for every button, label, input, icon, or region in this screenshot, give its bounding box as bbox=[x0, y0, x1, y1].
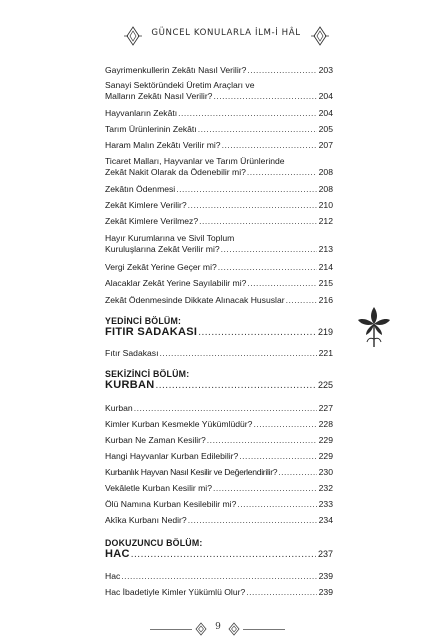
page-footer bbox=[0, 620, 435, 636]
toc-entry[interactable]: Gayrimenkullerin Zekâtı Nasıl Verilir? ..... 203 bbox=[105, 65, 333, 76]
page-number: 9 bbox=[215, 622, 221, 632]
toc-entry[interactable]: Ticaret Malları, Hayvanlar ve Tarım Ürünlerinde Zekât Nakit Olarak da Ödenebilir mi? ..... 208 bbox=[105, 156, 333, 178]
toc-entry[interactable]: Zekât Ödenmesinde Dikkate Alınacak Hususlar ..... 216 bbox=[105, 295, 333, 306]
toc-entry[interactable]: Fıtır Sadakası ..... 221 bbox=[105, 348, 333, 359]
toc-entry[interactable]: Vekâletle Kurban Kesilir mi? ..... 232 bbox=[105, 483, 333, 494]
toc-entry[interactable]: Hangi Hayvanlar Kurban Edilebilir? ..... 229 bbox=[105, 451, 333, 462]
diamond-ornament-icon bbox=[311, 26, 329, 46]
section-label: SEKİZİNCİ BÖLÜM: bbox=[105, 369, 190, 379]
section-label: YEDİNCİ BÖLÜM: bbox=[105, 316, 182, 326]
toc-entry[interactable]: Kurbanlık Hayvan Nasıl Kesilir ve Değerlendirilir? ..... 230 bbox=[105, 467, 333, 478]
toc-entry[interactable]: Zekâtın Ödenmesi ..... 208 bbox=[105, 184, 333, 195]
toc-entry[interactable]: Hac İbadetiyle Kimler Yükümlü Olur? ..... 239 bbox=[105, 587, 333, 598]
toc-entry[interactable]: Zekât Kimlere Verilmez? ..... 212 bbox=[105, 216, 333, 227]
flower-ornament-icon bbox=[357, 305, 391, 349]
toc-entry[interactable]: Hac ..... 239 bbox=[105, 571, 333, 582]
section-heading-entry[interactable]: KURBAN ..... 225 bbox=[105, 380, 333, 391]
toc-entry[interactable]: Akîka Kurbanı Nedir? ..... 234 bbox=[105, 515, 333, 526]
diamond-ornament-icon bbox=[124, 26, 142, 46]
toc-entry[interactable]: Sanayi Sektöründeki Üretim Araçları ve Malların Zekâtı Nasıl Verilir? ..... 204 bbox=[105, 80, 333, 102]
toc-entry[interactable]: Kurban Ne Zaman Kesilir? ..... 229 bbox=[105, 435, 333, 446]
footer-rule bbox=[243, 629, 285, 630]
toc-entry[interactable]: Haram Malın Zekâtı Verilir mi? ..... 207 bbox=[105, 140, 333, 151]
toc-entry[interactable]: Alacaklar Zekât Yerine Sayılabilir mi? ..... 215 bbox=[105, 278, 333, 289]
diamond-ornament-icon bbox=[227, 622, 241, 636]
diamond-ornament-icon bbox=[194, 622, 208, 636]
header-title: GÜNCEL KONULARLA İLM-İ HÂL bbox=[151, 28, 301, 38]
toc-entry[interactable]: Hayvanların Zekâtı ..... 204 bbox=[105, 108, 333, 119]
section-heading-entry[interactable]: HAC ..... 237 bbox=[105, 549, 333, 560]
toc-entry[interactable]: Hayır Kurumlarına ve Sivil Toplum Kuruluşlarına Zekât Verilir mi? ..... 213 bbox=[105, 233, 333, 255]
toc-entry[interactable]: Kurban ..... 227 bbox=[105, 403, 333, 414]
toc-entry[interactable]: Tarım Ürünlerinin Zekâtı ..... 205 bbox=[105, 124, 333, 135]
footer-rule bbox=[150, 629, 192, 630]
toc-entry[interactable]: Zekât Kimlere Verilir? ..... 210 bbox=[105, 200, 333, 211]
toc-entry[interactable]: Vergi Zekât Yerine Geçer mi? ..... 214 bbox=[105, 262, 333, 273]
section-heading-entry[interactable]: FITIR SADAKASI ..... 219 bbox=[105, 327, 333, 338]
running-header bbox=[0, 26, 435, 46]
toc-entry[interactable]: Kimler Kurban Kesmekle Yükümlüdür? ..... 228 bbox=[105, 419, 333, 430]
toc-entry[interactable]: Ölü Namına Kurban Kesilebilir mi? ..... 233 bbox=[105, 499, 333, 510]
section-label: DOKUZUNCU BÖLÜM: bbox=[105, 538, 203, 548]
